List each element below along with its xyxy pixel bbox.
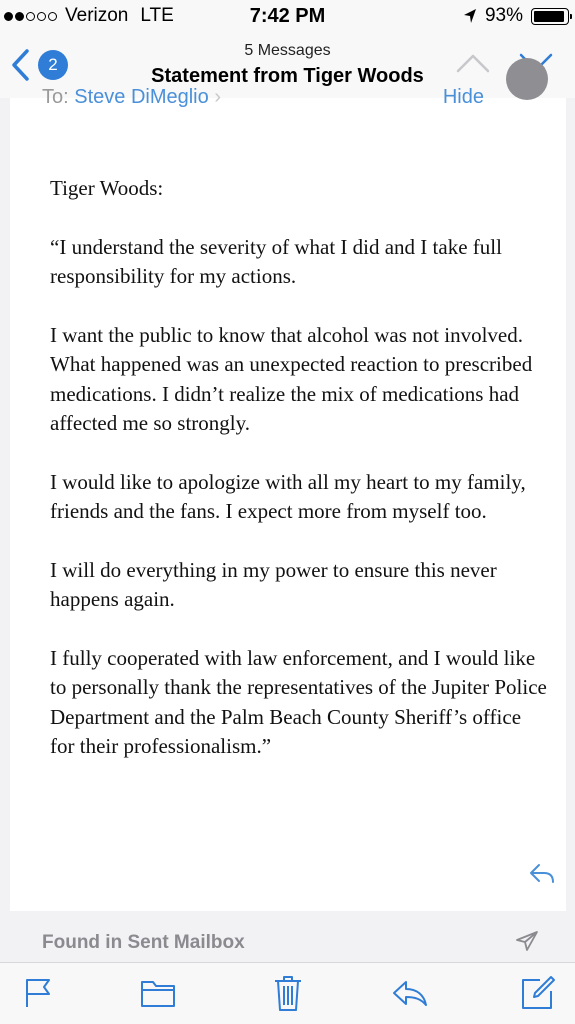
email-body (50, 174, 550, 791)
body-paragraph: “I understand the severity of what I did and I take full responsibility for my actions. (50, 234, 502, 288)
greeting: Tiger Woods: (50, 176, 164, 200)
flag-button[interactable] (18, 973, 58, 1013)
body-paragraph: I would like to apologize with all my heart to my family, friends and the fans. I expect more from myself too. (50, 469, 526, 523)
bottom-toolbar (0, 962, 575, 1024)
reply-icon (528, 862, 556, 884)
battery-icon (531, 8, 569, 25)
to-label: To: (42, 86, 69, 108)
status-time: 7:42 PM (249, 5, 326, 27)
folder-icon (140, 978, 176, 1008)
trash-button[interactable] (268, 973, 308, 1013)
compose-icon (520, 975, 556, 1011)
reply-button[interactable] (390, 973, 430, 1013)
flag-icon (23, 977, 53, 1009)
status-right (463, 5, 569, 27)
found-in-mailbox-label: Found in Sent Mailbox (42, 932, 245, 953)
compose-button[interactable] (518, 973, 558, 1013)
hide-details-link[interactable]: Hide (442, 86, 484, 108)
email-card (10, 86, 566, 911)
body-paragraph: I want the public to know that alcohol was not involved. What happened was an unexpected reaction to prescribed medications. I didn’t realize the mix of medications had affected me so strongly. (50, 322, 533, 435)
email-subject: Statement from Tiger Woods (151, 65, 424, 87)
move-to-folder-button[interactable] (138, 973, 178, 1013)
reply-icon (391, 979, 429, 1007)
chevron-right-icon: › (214, 86, 221, 108)
inline-reply-button[interactable] (528, 862, 556, 889)
mailbox-info-row (0, 922, 575, 962)
battery-fill (534, 11, 564, 22)
up-arrow-icon (456, 52, 490, 74)
previous-message-button[interactable] (456, 52, 490, 79)
go-to-mailbox-button[interactable] (515, 930, 539, 957)
unread-count-badge: 2 (38, 50, 68, 80)
recipient-row (42, 86, 221, 109)
body-paragraph: I will do everything in my power to ensure this never happens again. (50, 557, 497, 611)
send-icon (515, 930, 539, 952)
network-type: LTE (140, 5, 174, 26)
avatar (506, 58, 548, 100)
battery-percent: 93% (484, 5, 523, 26)
status-bar (0, 0, 575, 34)
message-count: 5 Messages (244, 42, 331, 59)
trash-icon (272, 974, 304, 1012)
body-paragraph: I fully cooperated with law enforcement, and I would like to personally thank the representatives of the Jupiter Police Department and the Palm Beach County Sheriff’s office for their professionalism.” (50, 645, 547, 758)
carrier-name: Verizon (65, 5, 129, 26)
recipient-name[interactable]: Steve DiMeglio (74, 86, 209, 108)
location-icon (463, 8, 477, 24)
